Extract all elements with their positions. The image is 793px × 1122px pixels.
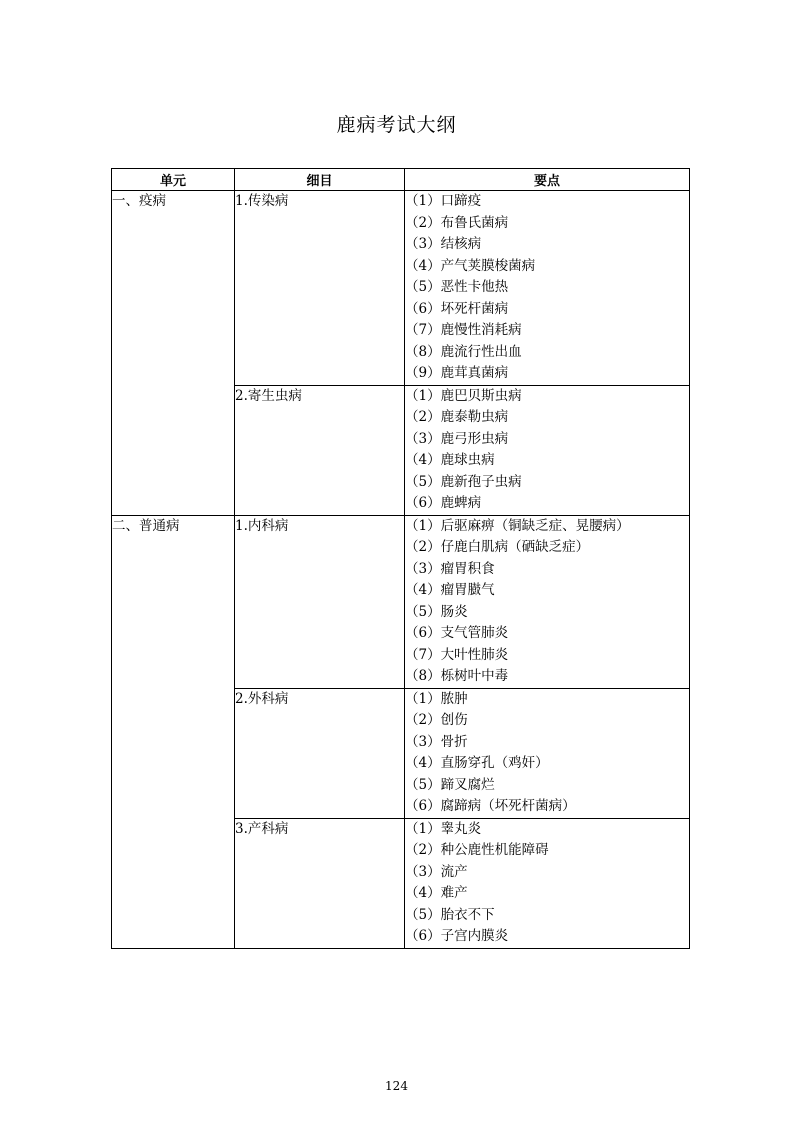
point-item: （2）种公鹿性机能障碍 (405, 842, 549, 858)
unit-cell: 二、普通病 (112, 515, 235, 948)
point-item: （6）腐蹄病（坏死杆菌病） (405, 798, 576, 814)
point-item: （1）鹿巴贝斯虫病 (405, 387, 522, 404)
document-title: 鹿病考试大纲 (336, 114, 457, 136)
point-item: （2）鹿泰勒虫病 (405, 409, 509, 425)
points-list (405, 689, 689, 818)
point-item: （2）仔鹿白肌病（硒缺乏症） (405, 539, 590, 555)
point-item: （2）创伤 (405, 712, 468, 728)
sub-cell: 3.产科病 (235, 818, 405, 948)
point-item: （9）鹿茸真菌病 (405, 365, 509, 381)
points-list (405, 819, 689, 948)
points-list (405, 191, 689, 385)
point-item: （3）结核病 (405, 236, 482, 252)
point-item: （8）鹿流行性出血 (405, 343, 522, 360)
header-unit: 单元 (112, 169, 235, 191)
point-item: （1）口蹄疫 (405, 193, 482, 209)
header-sub: 细目 (235, 169, 405, 191)
point-item: （6）子宫内膜炎 (405, 928, 509, 944)
sub-cell: 1.内科病 (235, 515, 405, 688)
unit-cell: 一、疫病 (112, 191, 235, 516)
points-cell (405, 688, 690, 818)
point-item: （3）瘤胃积食 (405, 560, 495, 577)
point-item: （5）胎衣不下 (405, 906, 495, 923)
header-points: 要点 (405, 169, 690, 191)
point-item: （3）骨折 (405, 733, 468, 750)
page-number: 124 (385, 1079, 408, 1093)
points-cell (405, 818, 690, 948)
points-list (405, 516, 689, 688)
point-item: （7）鹿慢性消耗病 (405, 322, 522, 338)
point-item: （1）睾丸炎 (405, 820, 482, 837)
point-item: （3）流产 (405, 863, 468, 880)
sub-cell: 2.外科病 (235, 688, 405, 818)
point-item: （8）栎树叶中毒 (405, 668, 509, 684)
point-item: （5）恶性卡他热 (405, 279, 509, 295)
point-item: （1）脓肿 (405, 690, 468, 707)
table-body (112, 191, 690, 949)
point-item: （6）鹿蜱病 (405, 495, 482, 511)
point-item: （5）鹿新孢子虫病 (405, 473, 522, 490)
point-item: （4）瘤胃臌气 (405, 582, 495, 598)
sub-cell: 2.寄生虫病 (235, 385, 405, 515)
point-item: （3）鹿弓形虫病 (405, 430, 509, 447)
point-item: （7）大叶性肺炎 (405, 646, 509, 663)
point-item: （6）坏死杆菌病 (405, 300, 509, 317)
point-item: （4）鹿球虫病 (405, 452, 495, 468)
point-item: （2）布鲁氏菌病 (405, 214, 509, 231)
points-cell (405, 515, 690, 688)
point-item: （4）产气荚膜梭菌病 (405, 257, 536, 274)
syllabus-table (111, 168, 690, 949)
table-row (112, 515, 690, 688)
points-cell (405, 191, 690, 386)
point-item: （5）肠炎 (405, 603, 468, 620)
points-cell (405, 385, 690, 515)
point-item: （6）支气管肺炎 (405, 625, 509, 641)
point-item: （4）直肠穿孔（鸡奸） (405, 755, 549, 771)
sub-cell: 1.传染病 (235, 191, 405, 386)
point-item: （4）难产 (405, 885, 468, 901)
points-list (405, 386, 689, 515)
point-item: （1）后驱麻痹（铜缺乏症、晃腰病） (405, 517, 630, 534)
table-row (112, 191, 690, 386)
point-item: （5）蹄叉腐烂 (405, 776, 495, 793)
table-header-row (112, 169, 690, 191)
